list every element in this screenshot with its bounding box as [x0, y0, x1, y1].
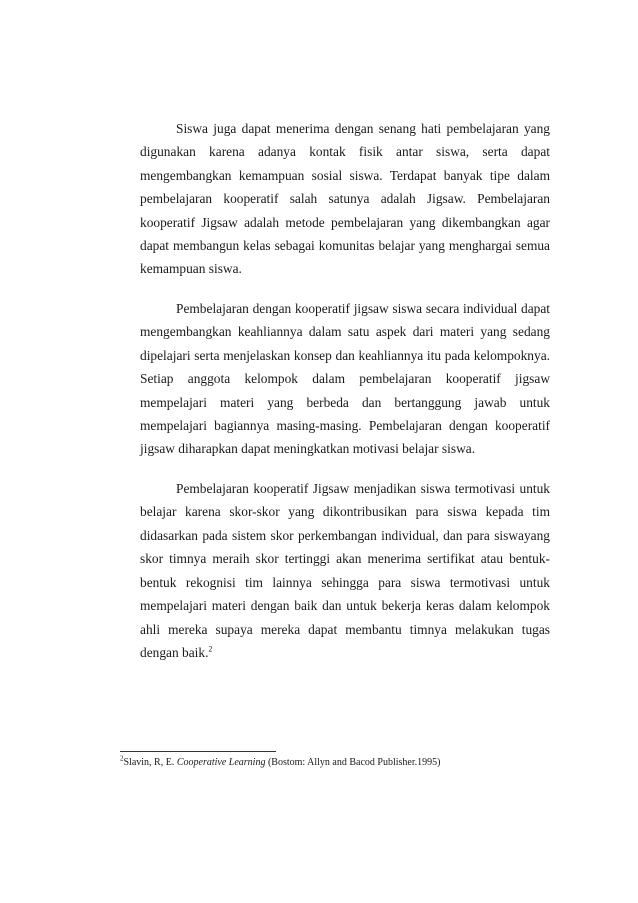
footnote-divider: [120, 751, 276, 752]
footnote: [120, 756, 560, 770]
body-text: [140, 117, 550, 681]
footnote-title: Cooperative Learning: [176, 757, 266, 768]
paragraph-2: Pembelajaran dengan kooperatif jigsaw siswa secara individual dapat mengembangkan keahliannya dalam satu aspek dari materi yang sedang dipelajari serta menjelaskan konsep dan keahliannya itu pada kelompoknya. Setiap anggota kelompok dalam pembelajaran kooperatif jigsaw mempelajari materi yang berbeda dan bertanggung jawab untuk mempelajari bagiannya masing-masing. Pembelajaran dengan kooperatif jigsaw diharapkan dapat meningkatkan motivasi belajar siswa.: [140, 301, 550, 457]
footnote-publication: (Bostom: Allyn and Bacod Publisher.1995): [265, 757, 441, 768]
paragraph-3-text: Pembelajaran kooperatif Jigsaw menjadikan siswa termotivasi untuk belajar karena skor-skor yang dikontribusikan para siswa kepada tim didasarkan pada sistem skor perkembangan individual, dan para siswayang skor timnya meraih skor tertinggi akan menerima sertifikat atau bentuk-bentuk rekognisi tim lainnya sehingga para siswa termotivasi untuk mempelajari materi dengan baik dan untuk bekerja keras dalam kelompok ahli mereka supaya mereka dapat membantu timnya melakukan tugas dengan baik.: [140, 481, 550, 660]
footnote-author: Slavin, R, E.: [123, 757, 177, 768]
footnote-number: 2: [120, 754, 124, 763]
paragraph-1: Siswa juga dapat menerima dengan senang hati pembelajaran yang digunakan karena adanya kontak fisik antar siswa, serta dapat mengembangkan kemampuan sosial siswa. Terdapat banyak tipe dalam pembelajaran kooperatif salah satunya adalah Jigsaw. Pembelajaran kooperatif Jigsaw adalah metode pembelajaran yang dikembangkan agar dapat membangun kelas sebagai komunitas belajar yang menghargai semua kemampuan siswa.: [140, 121, 550, 277]
paragraph-3: [140, 477, 550, 664]
footnote-reference: 2: [208, 644, 213, 654]
